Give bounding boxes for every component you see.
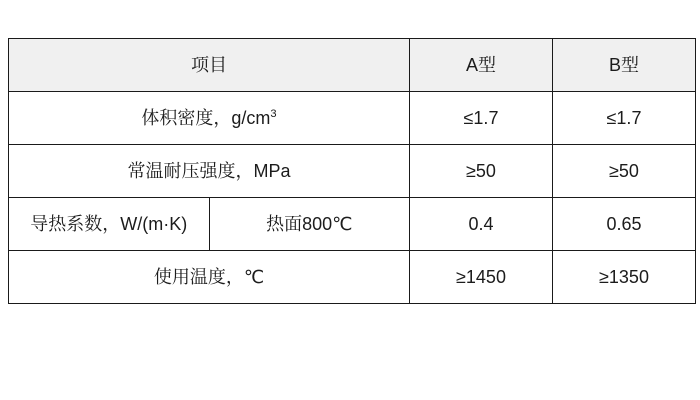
row-value-type-a: ≥1450	[410, 251, 553, 304]
table-row	[9, 251, 696, 304]
row-value-type-b: 0.65	[553, 198, 696, 251]
table-row	[9, 92, 696, 145]
column-header-type-b: B型	[553, 39, 696, 92]
column-header-type-a: A型	[410, 39, 553, 92]
row-value-type-a: 0.4	[410, 198, 553, 251]
row-item-label: 使用温度，℃	[9, 251, 410, 304]
row-item-label	[9, 92, 410, 145]
row-item-superscript: 3	[270, 107, 277, 120]
row-item-text: 体积密度，g/cm	[141, 107, 271, 128]
row-value-type-b: ≤1.7	[553, 92, 696, 145]
row-value-type-a: ≤1.7	[410, 92, 553, 145]
row-value-type-b: ≥1350	[553, 251, 696, 304]
row-item-label: 导热系数，W/(m·K)	[9, 198, 210, 251]
specification-table	[8, 38, 696, 304]
table-row	[9, 145, 696, 198]
row-item-sublabel: 热面800℃	[209, 198, 410, 251]
column-header-item: 项目	[9, 39, 410, 92]
table-row	[9, 198, 696, 251]
row-value-type-b: ≥50	[553, 145, 696, 198]
table-header-row	[9, 39, 696, 92]
row-value-type-a: ≥50	[410, 145, 553, 198]
spec-table-container	[8, 38, 692, 304]
row-item-label: 常温耐压强度，MPa	[9, 145, 410, 198]
